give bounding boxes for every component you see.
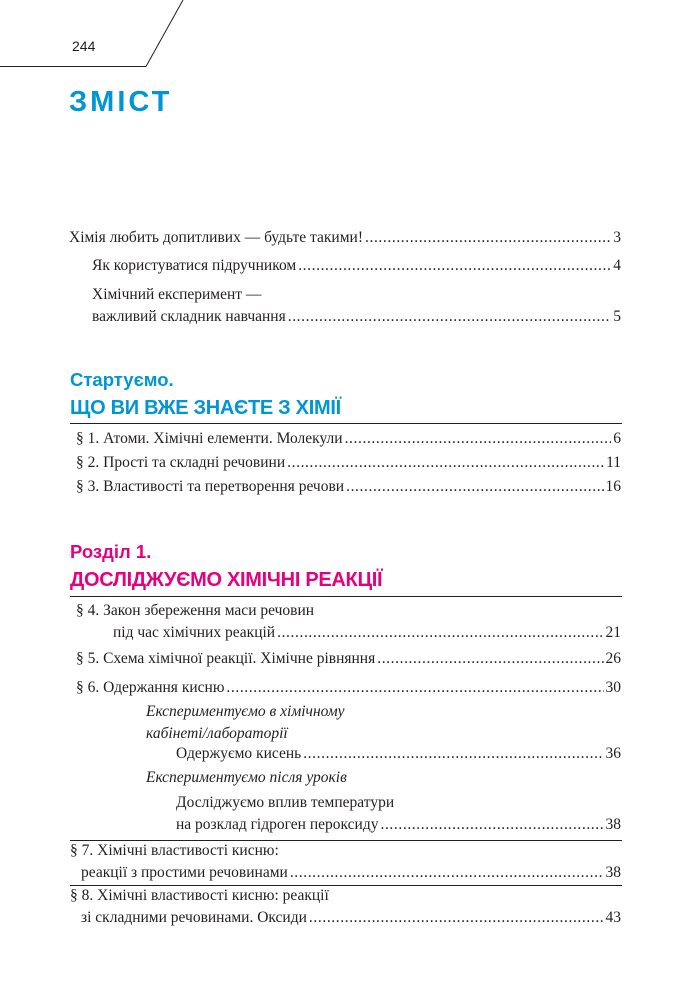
section-title-startup: ЩО ВИ ВЖЕ ЗНАЄТЕ З ХІМІЇ — [70, 397, 341, 419]
leader-dots — [287, 452, 604, 474]
leader-dots — [288, 306, 612, 328]
leader-dots — [226, 677, 603, 699]
toc-entry-temperature[interactable]: Досліджуємо вплив температури на розклад гідроген пероксиду ..... 38 — [176, 792, 621, 836]
section-rule — [70, 423, 622, 424]
section-label-startup: Стартуємо. — [70, 369, 174, 390]
toc-entry-experiment[interactable]: Хімічний експеримент — важливий складник навчання ..... 5 — [92, 284, 621, 328]
page-title: ЗМІСТ — [69, 86, 173, 118]
toc-entry-get-oxygen[interactable]: Одержуємо кисень ..... 36 — [176, 743, 621, 765]
page-ref: 11 — [606, 454, 621, 471]
page-number: 244 — [72, 38, 96, 54]
leader-dots — [303, 743, 603, 765]
page-ref: 21 — [605, 624, 621, 641]
leader-dots — [365, 227, 611, 249]
header-rule — [0, 0, 695, 70]
toc-entry-par4[interactable]: § 4. Закон збереження маси речовин під час хімічних реакцій ..... 21 — [76, 600, 621, 644]
page-ref: 38 — [605, 864, 621, 881]
page-ref: 6 — [613, 430, 621, 447]
toc-entry-how-to-use[interactable]: Як користуватися підручником ..... 4 — [92, 255, 621, 277]
page-ref: 30 — [605, 679, 621, 696]
toc-entry-par2[interactable]: § 2. Прості та складні речовини ..... 11 — [76, 452, 621, 474]
leader-dots — [309, 907, 604, 929]
toc-entry-par8[interactable]: § 8. Хімічні властивості кисню: реакції зі складними речовинами. Оксиди ..... 43 — [70, 885, 621, 929]
leader-dots — [290, 862, 604, 884]
leader-dots — [345, 428, 612, 450]
page-ref: 43 — [605, 909, 621, 926]
leader-dots — [377, 648, 603, 670]
toc-entry-par5[interactable]: § 5. Схема хімічної реакції. Хімічне рівняння ..... 26 — [76, 648, 621, 670]
section-title-1: ДОСЛІДЖУЄМО ХІМІЧНІ РЕАКЦІЇ — [70, 569, 383, 591]
leader-dots — [298, 255, 611, 277]
section-label-1: Розділ 1. — [70, 541, 152, 562]
toc-entry-par3[interactable]: § 3. Властивості та перетворення речови ..... 16 — [76, 476, 621, 498]
section-rule — [70, 596, 622, 597]
toc-entry-par1[interactable]: § 1. Атоми. Хімічні елементи. Молекули ..... 6 — [76, 428, 621, 450]
toc-entry-par7[interactable]: § 7. Хімічні властивості кисню: реакції з простими речовинами ..... 38 — [70, 840, 621, 884]
toc-entry-intro[interactable]: Хімія любить допитливих — будьте такими! ..... 3 — [69, 227, 621, 249]
toc-entry-par6[interactable]: § 6. Одержання кисню ..... 30 — [76, 677, 621, 699]
page-ref: 3 — [613, 229, 621, 246]
page-ref: 36 — [605, 745, 621, 762]
page-ref: 26 — [605, 650, 621, 667]
page-ref: 4 — [613, 257, 621, 274]
leader-dots — [346, 476, 603, 498]
page-ref: 16 — [605, 478, 621, 495]
leader-dots — [277, 622, 603, 644]
leader-dots — [380, 814, 603, 836]
toc-subheading-after-lessons: Експериментуємо після уроків — [146, 769, 347, 786]
page-ref: 38 — [605, 816, 621, 833]
toc-subheading-lab: Експериментуємо в хімічному кабінеті/лабораторії — [146, 703, 345, 742]
page-ref: 5 — [613, 308, 621, 325]
